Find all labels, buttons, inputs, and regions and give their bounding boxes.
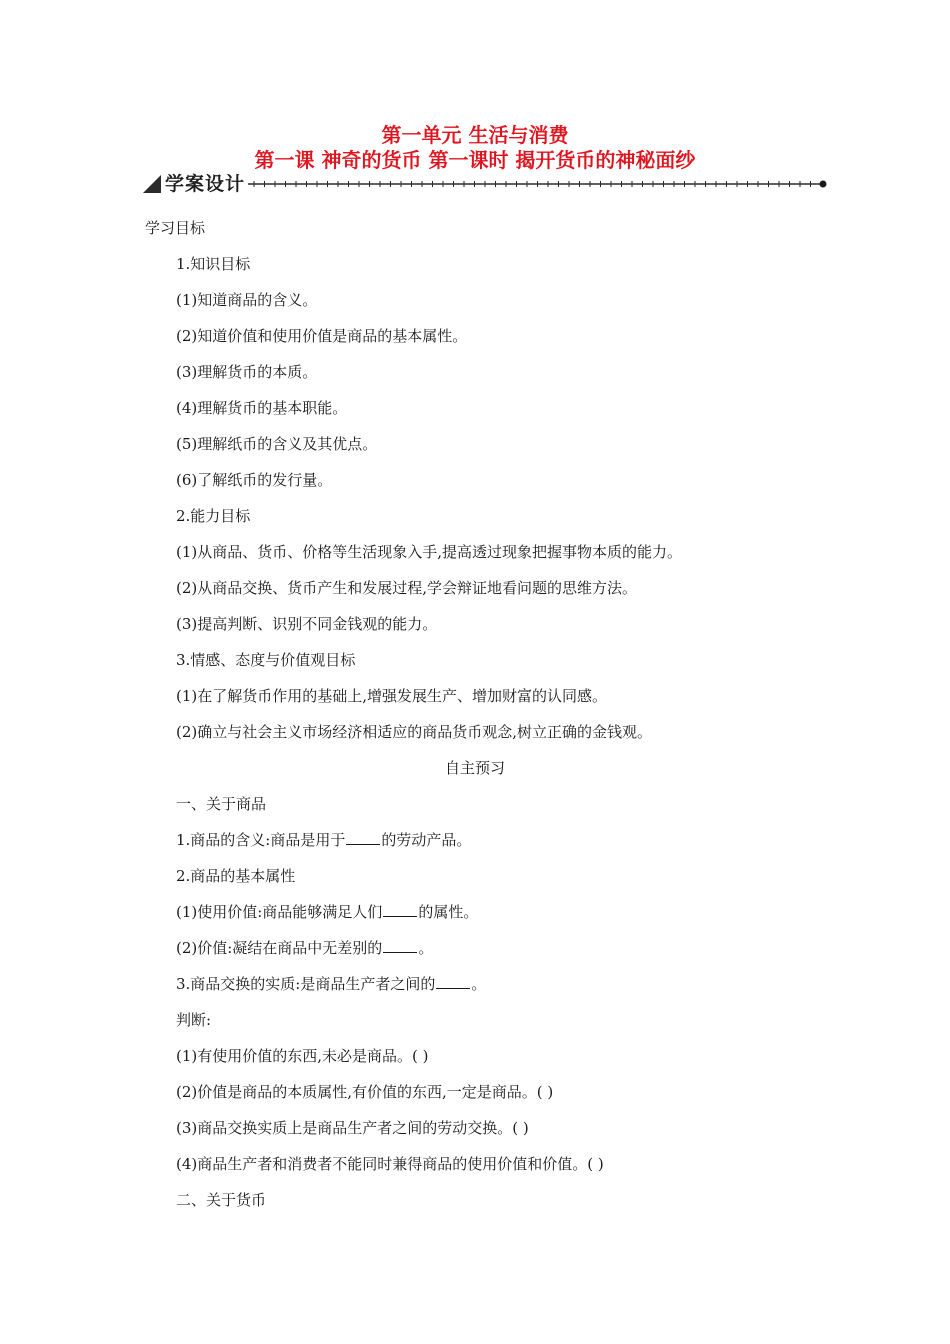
emotion-title: 3.情感、态度与价值观目标 xyxy=(176,651,356,669)
question-3-text: 3.商品交换的实质:是商品生产者之间的 xyxy=(176,975,436,993)
question-2b-suffix: 。 xyxy=(418,939,434,957)
question-2a-suffix: 的属性。 xyxy=(418,903,479,921)
answer-blank[interactable] xyxy=(383,902,417,917)
answer-blank[interactable] xyxy=(383,938,417,953)
ability-item: (2)从商品交换、货币产生和发展过程,学会辩证地看问题的思维方法。 xyxy=(176,579,638,597)
knowledge-item: (3)理解货币的本质。 xyxy=(176,363,318,381)
lesson-title: 第一课 神奇的货币 第一课时 揭开货币的神秘面纱 xyxy=(254,148,696,172)
knowledge-item: (6)了解纸币的发行量。 xyxy=(176,471,333,489)
judge-item: (3)商品交换实质上是商品生产者之间的劳动交换。( ) xyxy=(176,1119,529,1137)
objectives-heading: 学习目标 xyxy=(145,219,206,237)
ability-item: (3)提高判断、识别不同金钱观的能力。 xyxy=(176,615,438,633)
question-2: 2.商品的基本属性 xyxy=(176,867,296,885)
emotion-item: (1)在了解货币作用的基础上,增强发展生产、增加财富的认同感。 xyxy=(176,687,608,705)
section1-heading: 一、关于商品 xyxy=(176,795,267,813)
question-1-suffix: 的劳动产品。 xyxy=(381,831,472,849)
question-2a xyxy=(176,902,478,922)
question-3-suffix: 。 xyxy=(471,975,487,993)
answer-blank[interactable] xyxy=(436,974,470,989)
question-2b-text: (2)价值:凝结在商品中无差别的 xyxy=(176,939,383,957)
section-banner xyxy=(143,172,828,196)
knowledge-title: 1.知识目标 xyxy=(176,255,251,273)
unit-title: 第一单元 生活与消费 xyxy=(381,123,569,147)
judge-item: (4)商品生产者和消费者不能同时兼得商品的使用价值和价值。( ) xyxy=(176,1155,604,1173)
knowledge-item: (1)知道商品的含义。 xyxy=(176,291,318,309)
question-1 xyxy=(176,830,471,850)
banner-triangle-icon xyxy=(143,175,161,193)
question-2a-text: (1)使用价值:商品能够满足人们 xyxy=(176,903,383,921)
ability-item: (1)从商品、货币、价格等生活现象入手,提高透过现象把握事物本质的能力。 xyxy=(176,543,683,561)
knowledge-item: (5)理解纸币的含义及其优点。 xyxy=(176,435,378,453)
question-1-text: 1.商品的含义:商品是用于 xyxy=(176,831,346,849)
emotion-item: (2)确立与社会主义市场经济相适应的商品货币观念,树立正确的金钱观。 xyxy=(176,723,653,741)
judge-item: (1)有使用价值的东西,未必是商品。( ) xyxy=(176,1047,429,1065)
preview-heading: 自主预习 xyxy=(444,759,505,777)
ability-title: 2.能力目标 xyxy=(176,507,251,525)
knowledge-item: (4)理解货币的基本职能。 xyxy=(176,399,348,417)
question-2b xyxy=(176,938,433,958)
question-3 xyxy=(176,974,486,994)
answer-blank[interactable] xyxy=(346,830,380,845)
judge-item: (2)价值是商品的本质属性,有价值的东西,一定是商品。( ) xyxy=(176,1083,554,1101)
knowledge-item: (2)知道价值和使用价值是商品的基本属性。 xyxy=(176,327,468,345)
section2-heading: 二、关于货币 xyxy=(176,1191,267,1209)
banner-label: 学案设计 xyxy=(165,173,246,195)
dotted-rule xyxy=(246,172,828,196)
judge-heading: 判断: xyxy=(176,1011,212,1029)
